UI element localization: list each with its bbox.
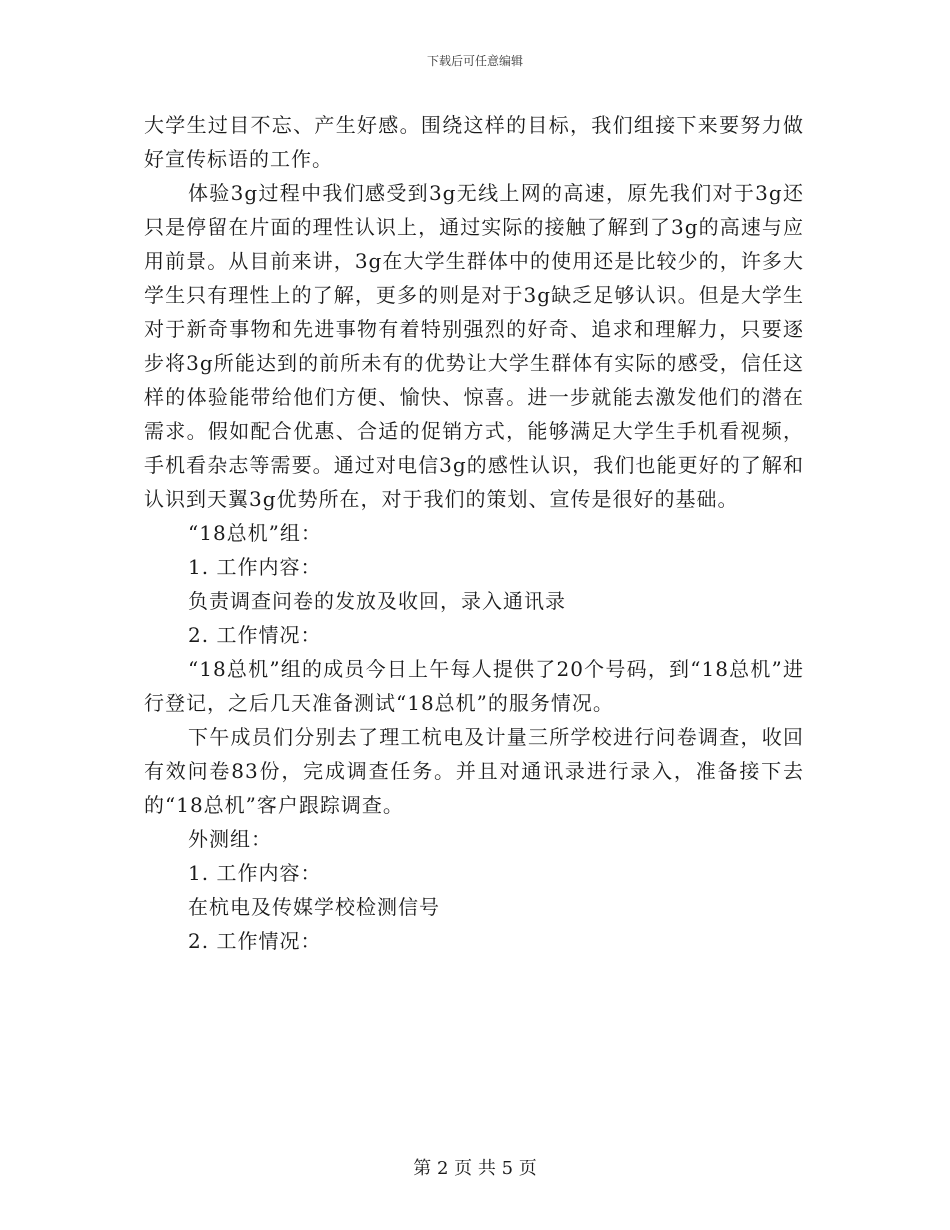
paragraph-morning-status: “18总机”组的成员今日上午每人提供了20个号码，到“18总机”进行登记，之后几天准备测试“18总机”的服务情况。 — [144, 657, 804, 715]
paragraph-signal-test: 在杭电及传媒学校检测信号 — [188, 895, 440, 919]
list-item-work-content-2: 1. 工作内容： — [188, 861, 322, 885]
paragraph-afternoon-status: 下午成员们分别去了理工杭电及计量三所学校进行问卷调查，收回有效问卷83份，完成调查任务。并且对通讯录进行录入，准备接下去的“18总机”客户跟踪调查。 — [144, 725, 804, 817]
section-heading-18-switchboard: “18总机”组： — [188, 521, 322, 545]
list-item-work-status: 2. 工作情况： — [188, 623, 322, 647]
section-heading-external-test: 外测组： — [188, 827, 272, 851]
list-item-work-content: 1. 工作内容： — [188, 555, 322, 579]
paragraph-work-content-detail: 负责调查问卷的发放及收回，录入通讯录 — [188, 589, 566, 613]
page-header-note: 下载后可任意编辑 — [426, 54, 523, 68]
list-item-work-status-2: 2. 工作情况： — [188, 929, 322, 953]
document-body — [144, 108, 804, 958]
page-number-footer: 第 2 页 共 5 页 — [413, 1158, 537, 1179]
paragraph-3g-experience: 体验3g过程中我们感受到3g无线上网的高速，原先我们对于3g还只是停留在片面的理性认识上，通过实际的接触了解到了3g的高速与应用前景。从目前来讲，3g在大学生群体中的使用还是比较少的，许多大学生只有理性上的了解，更多的则是对于3g缺乏足够认识。但是大学生对于新奇事物和先进事物有着特别强烈的好奇、追求和理解力，只要逐步将3g所能达到的前所未有的优势让大学生群体有实际的感受，信任这样的体验能带给他们方便、愉快、惊喜。进一步就能去激发他们的潜在需求。假如配合优惠、合适的促销方式，能够满足大学生手机看视频，手机看杂志等需要。通过对电信3g的感性认识，我们也能更好的了解和认识到天翼3g优势所在，对于我们的策划、宣传是很好的基础。 — [144, 181, 804, 511]
paragraph-continuation: 大学生过目不忘、产生好感。围绕这样的目标，我们组接下来要努力做好宣传标语的工作。 — [144, 113, 804, 171]
